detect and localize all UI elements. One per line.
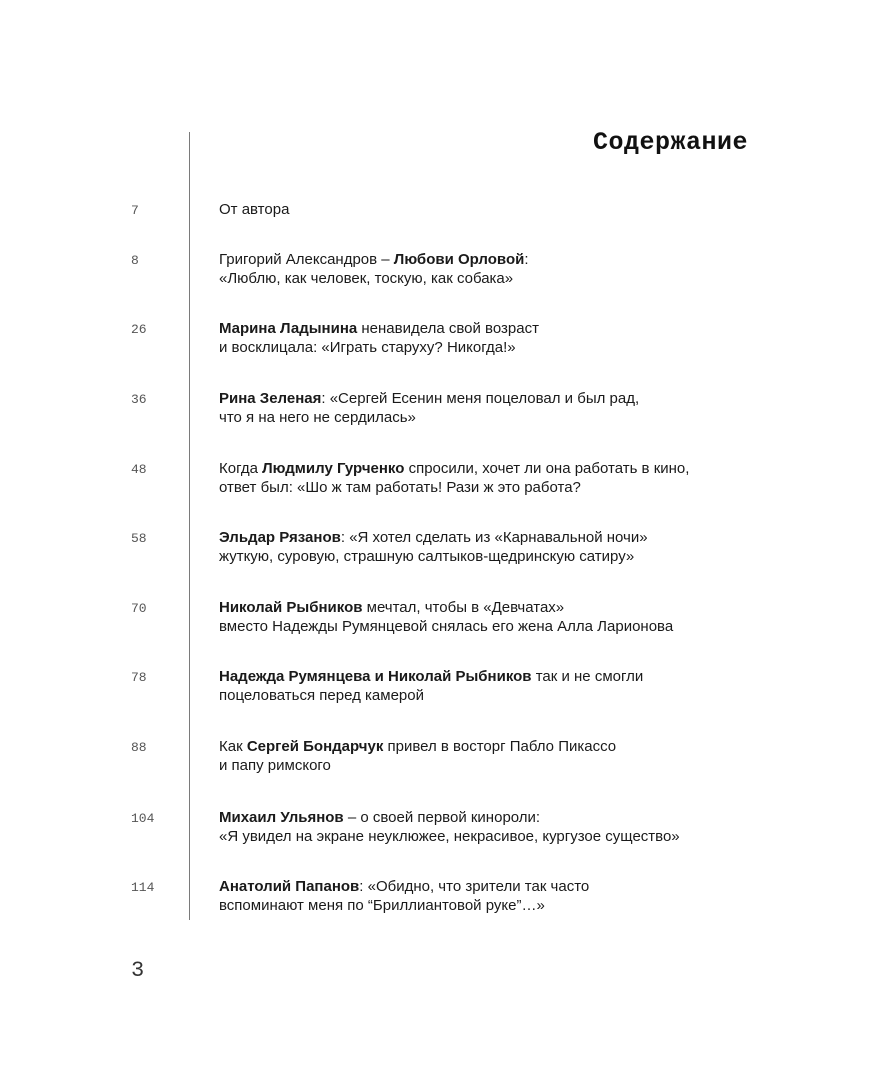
- toc-page-number: 26: [131, 322, 147, 337]
- toc-entry-line: [219, 478, 759, 497]
- toc-entry-name: Николай Рыбников: [219, 599, 363, 616]
- toc-entry-name: Людмилу Гурченко: [262, 460, 405, 477]
- toc-entry-title: [219, 808, 759, 846]
- toc-entry-text: мечтал, чтобы в «Девчатах»: [362, 599, 565, 616]
- toc-entry-name: Марина Ладынина: [219, 320, 358, 337]
- toc-page-number: 78: [131, 670, 147, 685]
- toc-page-number: 88: [131, 740, 147, 755]
- toc-entry-name: Надежда Румянцева и Николай Рыбников: [219, 668, 532, 685]
- toc-entry-line: [219, 686, 759, 705]
- toc-entry-title: [219, 459, 759, 497]
- toc-entry-line: [219, 598, 759, 617]
- toc-entry-text: «Люблю, как человек, тоскую, как собака»: [219, 270, 514, 287]
- toc-entry-text: Когда: [219, 460, 263, 477]
- toc-page-number: 48: [131, 462, 147, 477]
- toc-entry-text: :: [524, 251, 529, 268]
- toc-entry-name: Любови Орловой: [393, 251, 525, 268]
- toc-entry-text: : «Сергей Есенин меня поцеловал и был рад,: [321, 390, 640, 407]
- toc-page-number: 36: [131, 392, 147, 407]
- toc-entry-name: Эльдар Рязанов: [219, 529, 341, 546]
- toc-entry-text: и восклицала: «Играть старуху? Никогда!»: [219, 339, 516, 356]
- toc-entry-text: : «Обидно, что зрители так часто: [359, 878, 590, 895]
- vertical-divider: [189, 132, 190, 920]
- toc-entry-text: «Я увидел на экране неуклюжее, некрасивое, кургузое существо»: [219, 828, 680, 845]
- toc-entry-name: Михаил Ульянов: [219, 809, 344, 826]
- toc-entry-line: [219, 877, 759, 896]
- toc-entry-line: [219, 896, 759, 915]
- toc-entry-line: [219, 667, 759, 686]
- toc-entry-title: [219, 598, 759, 636]
- toc-entry-title: [219, 200, 759, 219]
- toc-entry-title: [219, 389, 759, 427]
- toc-page-number: 114: [131, 880, 155, 895]
- toc-entry-title: [219, 528, 759, 566]
- toc-entry-text: Как: [219, 738, 247, 755]
- toc-entry-line: [219, 200, 759, 219]
- toc-entry-line: [219, 459, 759, 478]
- toc-entry-line: [219, 737, 759, 756]
- toc-page-number: 7: [131, 203, 139, 218]
- toc-entry-line: [219, 547, 759, 566]
- page-number: 3: [131, 958, 145, 983]
- toc-entry-text: вспоминают меня по “Бриллиантовой руке”…»: [219, 897, 545, 914]
- toc-entry-title: [219, 737, 759, 775]
- toc-entry-text: Григорий Александров –: [219, 251, 394, 268]
- toc-entry-line: [219, 827, 759, 846]
- toc-entry-title: [219, 667, 759, 705]
- toc-entry-name: Анатолий Папанов: [219, 878, 360, 895]
- toc-entry-text: – о своей первой кинороли:: [343, 809, 541, 826]
- toc-entry-text: От автора: [219, 201, 290, 218]
- toc-entry-text: ненавидела свой возраст: [357, 320, 539, 337]
- toc-entry-title: [219, 877, 759, 915]
- toc-entry-line: [219, 808, 759, 827]
- toc-entry-line: [219, 250, 759, 269]
- toc-entry-line: [219, 269, 759, 288]
- toc-page-number: 58: [131, 531, 147, 546]
- toc-entry-name: Сергей Бондарчук: [246, 738, 384, 755]
- toc-page-number: 104: [131, 811, 155, 826]
- toc-entry-text: привел в восторг Пабло Пикассо: [383, 738, 617, 755]
- toc-entry-text: спросили, хочет ли она работать в кино,: [404, 460, 690, 477]
- toc-entry-text: и папу римского: [219, 757, 331, 774]
- toc-page-number: 70: [131, 601, 147, 616]
- toc-entry-text: жуткую, суровую, страшную салтыков-щедринскую сатиру»: [219, 548, 635, 565]
- toc-page-number: 8: [131, 253, 139, 268]
- toc-entry-line: [219, 389, 759, 408]
- toc-entry-text: вместо Надежды Румянцевой снялась его жена Алла Ларионова: [219, 618, 674, 635]
- toc-entry-text: так и не смогли: [531, 668, 644, 685]
- toc-entry-text: ответ был: «Шо ж там работать! Рази ж это работа?: [219, 479, 581, 496]
- toc-entry-line: [219, 756, 759, 775]
- toc-entry-text: что я на него не сердилась»: [219, 409, 416, 426]
- toc-entry-line: [219, 528, 759, 547]
- toc-entry-text: : «Я хотел сделать из «Карнавальной ночи»: [340, 529, 648, 546]
- toc-entry-name: Рина Зеленая: [219, 390, 322, 407]
- toc-entry-text: поцеловаться перед камерой: [219, 687, 424, 704]
- toc-entry-title: [219, 319, 759, 357]
- toc-entry-line: [219, 319, 759, 338]
- toc-entry-title: [219, 250, 759, 288]
- toc-entry-line: [219, 617, 759, 636]
- toc-entry-line: [219, 338, 759, 357]
- toc-entry-line: [219, 408, 759, 427]
- page-title: Содержание: [592, 128, 748, 157]
